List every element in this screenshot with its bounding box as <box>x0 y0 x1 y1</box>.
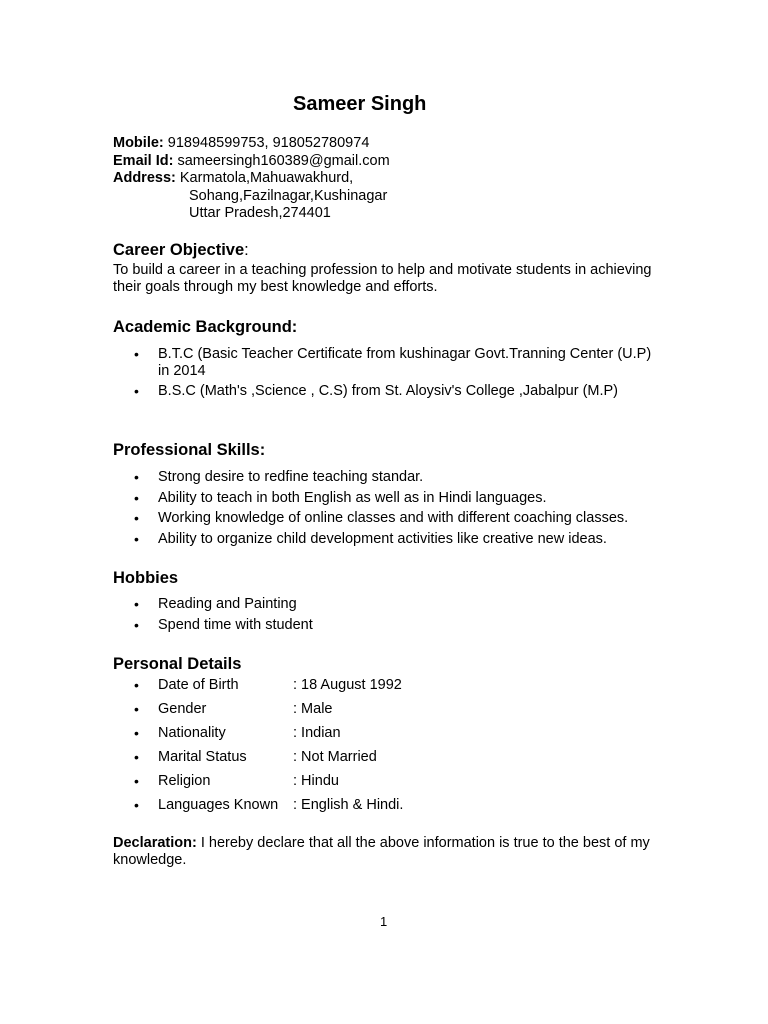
academic-item: • B.S.C (Math's ,Science , C.S) from St. Aloysiv's College ,Jabalpur (M.P) <box>113 383 653 400</box>
hobbies-heading: Hobbies <box>113 569 179 587</box>
personal-key: Languages Known <box>158 797 279 813</box>
personal-key: Marital Status <box>158 749 247 765</box>
address-line-2: Sohang,Fazilnagar,Kushinagar <box>189 187 388 204</box>
mobile-value: 918948599753, 918052780974 <box>167 135 370 151</box>
hobbies-list <box>113 594 673 636</box>
academic-item: • B.T.C (Basic Teacher Certificate from kushinagar Govt.Tranning Center (U.P) in 2014 <box>113 346 653 379</box>
skill-item: • Working knowledge of online classes and with different coaching classes. <box>113 508 673 529</box>
personal-heading: Personal Details <box>113 655 242 673</box>
declaration <box>113 835 663 869</box>
personal-value: : Male <box>293 701 333 717</box>
contact-block <box>113 135 390 223</box>
hobby-item: • Reading and Painting <box>113 594 673 615</box>
personal-list <box>113 673 673 817</box>
email-row <box>113 153 390 171</box>
email-label: Email Id: <box>113 152 174 169</box>
personal-key: Religion <box>158 773 211 789</box>
personal-value: : 18 August 1992 <box>293 677 402 693</box>
email-value: sameersingh160389@gmail.com <box>177 152 390 169</box>
personal-item <box>113 673 673 697</box>
personal-value: : Indian <box>293 725 341 741</box>
address-label: Address: <box>113 170 176 186</box>
career-objective-title: Career Objective <box>113 241 245 259</box>
personal-value: : English & Hindi. <box>293 797 404 813</box>
personal-item <box>113 745 673 769</box>
personal-key: Nationality <box>158 725 226 741</box>
personal-key: Date of Birth <box>158 677 239 693</box>
mobile-row <box>113 135 390 153</box>
personal-item <box>113 793 673 817</box>
address-row <box>113 170 390 188</box>
personal-item <box>113 721 673 745</box>
resume-name: Sameer Singh <box>293 93 427 115</box>
declaration-label: Declaration: <box>113 835 197 851</box>
declaration-text: I hereby declare that all the above information is true to the best of my knowledge. <box>113 835 650 868</box>
academic-list <box>113 346 653 404</box>
mobile-label: Mobile: <box>113 135 164 151</box>
career-objective-heading <box>113 241 249 260</box>
personal-item <box>113 697 673 721</box>
page-number: 1 <box>380 914 388 929</box>
career-objective-text: To build a career in a teaching profession to help and motivate students in achieving their goals through my best knowledge and efforts. <box>113 262 652 295</box>
academic-heading: Academic Background: <box>113 318 298 336</box>
career-objective-colon: : <box>244 241 249 259</box>
skills-heading: Professional Skills: <box>113 441 266 459</box>
skills-list <box>113 467 673 549</box>
personal-value: : Not Married <box>293 749 377 765</box>
skill-item: • Ability to teach in both English as well as in Hindi languages. <box>113 488 673 509</box>
hobby-item: • Spend time with student <box>113 615 673 636</box>
skill-item: • Strong desire to redfine teaching standar. <box>113 467 673 488</box>
skill-item: • Ability to organize child development activities like creative new ideas. <box>113 529 673 550</box>
personal-value: : Hindu <box>293 773 339 789</box>
personal-item <box>113 769 673 793</box>
address-line-3: Uttar Pradesh,274401 <box>189 205 331 221</box>
address-line-1: Karmatola,Mahuawakhurd, <box>179 170 354 186</box>
personal-key: Gender <box>158 701 207 717</box>
